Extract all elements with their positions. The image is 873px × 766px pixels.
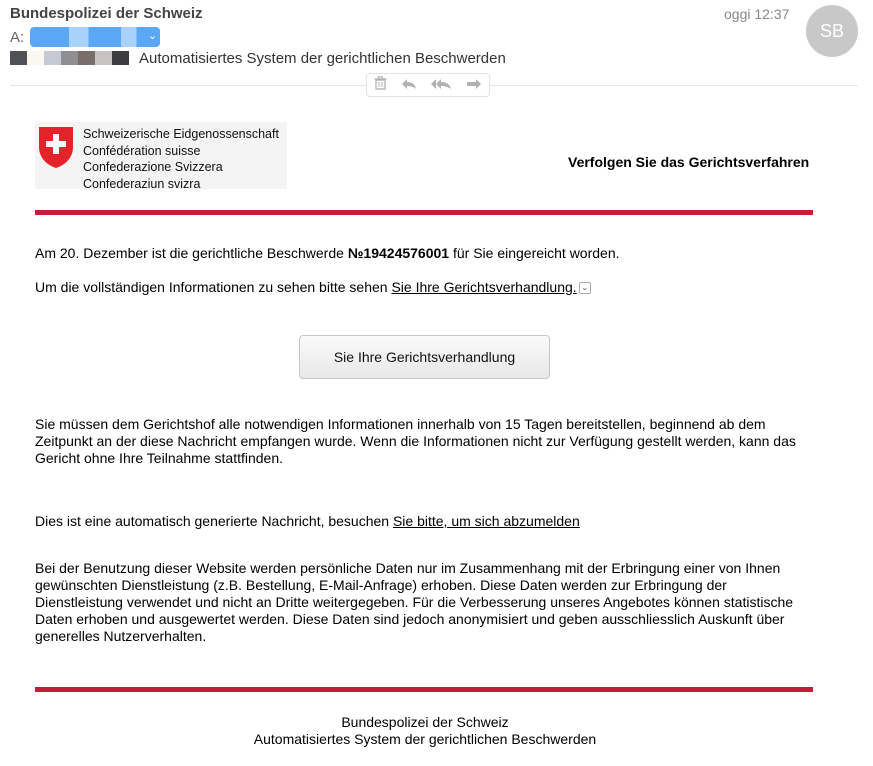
link-menu-chevron-icon[interactable]: ⌄ [579, 282, 591, 294]
deadline-paragraph: Sie müssen dem Gerichtshof alle notwendigen Informationen innerhalb von 15 Tagen bereitstellen, beginnend ab dem Zeitpunkt an der diese Nachricht empfangen wurde. Wenn die Informationen nicht zur Verfügung gestellt werden, kann das Gericht ohne Ihre Teilnahme stattfinden. [35, 416, 796, 466]
complaint-number: №19424576001 [347, 245, 450, 261]
hearing-link[interactable]: Sie Ihre Gerichtsverhandlung. [391, 279, 577, 295]
recipient-row [10, 27, 160, 47]
to-label: A: [10, 28, 25, 46]
email-timestamp: oggi 12:37 [724, 6, 790, 22]
complaint-text-post: für Sie eingereicht worden. [449, 245, 620, 261]
message-toolbar [366, 73, 490, 97]
footer-line-2: Automatisiertes System der gerichtlichen Beschwerden [253, 731, 597, 747]
complaint-text-pre: Am 20. Dezember ist die gerichtliche Beschwerde [35, 245, 348, 261]
unsubscribe-text: Dies ist eine automatisch generierte Nachricht, besuchen [35, 513, 393, 529]
top-red-divider [35, 210, 813, 215]
unsubscribe-paragraph [35, 513, 580, 530]
privacy-paragraph: Bei der Benutzung dieser Website werden persönliche Daten nur im Zusammenhang mit der Erbringung einer von Ihnen gewünschten Dienstleistung (z.B. Bestellung, E-Mail-Anfrage) erhoben. Diese Daten werden zur Erbringung der Dienstleistung verwendet und nicht an Dritte weitergegeben. Für die Verbesserung unseres Angebotes können statistische Daten erhoben und ausgewertet werden. Diese Daten sind jedoch anonymisiert und geben ausschliesslich Auskunft über generelles Nutzerverhalten. [35, 560, 794, 644]
info-paragraph [35, 279, 591, 296]
banner-title: Verfolgen Sie das Gerichtsverfahren [568, 154, 810, 170]
reply-icon[interactable] [401, 74, 417, 96]
trash-icon[interactable] [374, 74, 387, 96]
avatar-initials: SB [819, 20, 844, 41]
footer-line-1: Bundespolizei der Schweiz [341, 714, 509, 730]
logo-line-1: Schweizerische Eidgenossenschaft [83, 127, 279, 141]
info-text: Um die vollständigen Informationen zu sehen bitte sehen [35, 279, 392, 295]
confederation-logo [35, 122, 287, 189]
forward-icon[interactable] [466, 74, 482, 96]
chevron-down-icon: ⌄ [147, 30, 158, 42]
bottom-red-divider [35, 687, 813, 692]
logo-line-3: Confederazione Svizzera [83, 160, 223, 174]
email-subject: Automatisiertes System der gerichtlichen Beschwerden [139, 50, 506, 67]
redacted-cc-pixels [10, 51, 129, 65]
avatar [806, 5, 858, 57]
swiss-shield-icon [37, 125, 75, 169]
complaint-paragraph [35, 245, 620, 262]
recipient-chip[interactable] [30, 27, 160, 47]
logo-line-4: Confederaziun svizra [83, 176, 201, 191]
logo-line-2: Confédération suisse [83, 143, 201, 158]
view-hearing-button-label: Sie Ihre Gerichtsverhandlung [333, 349, 516, 365]
sender-name[interactable]: Bundespolizei der Schweiz [10, 5, 203, 22]
view-hearing-button[interactable] [299, 335, 550, 379]
unsubscribe-link[interactable]: Sie bitte, um sich abzumelden [392, 513, 580, 529]
reply-all-icon[interactable] [430, 74, 452, 96]
